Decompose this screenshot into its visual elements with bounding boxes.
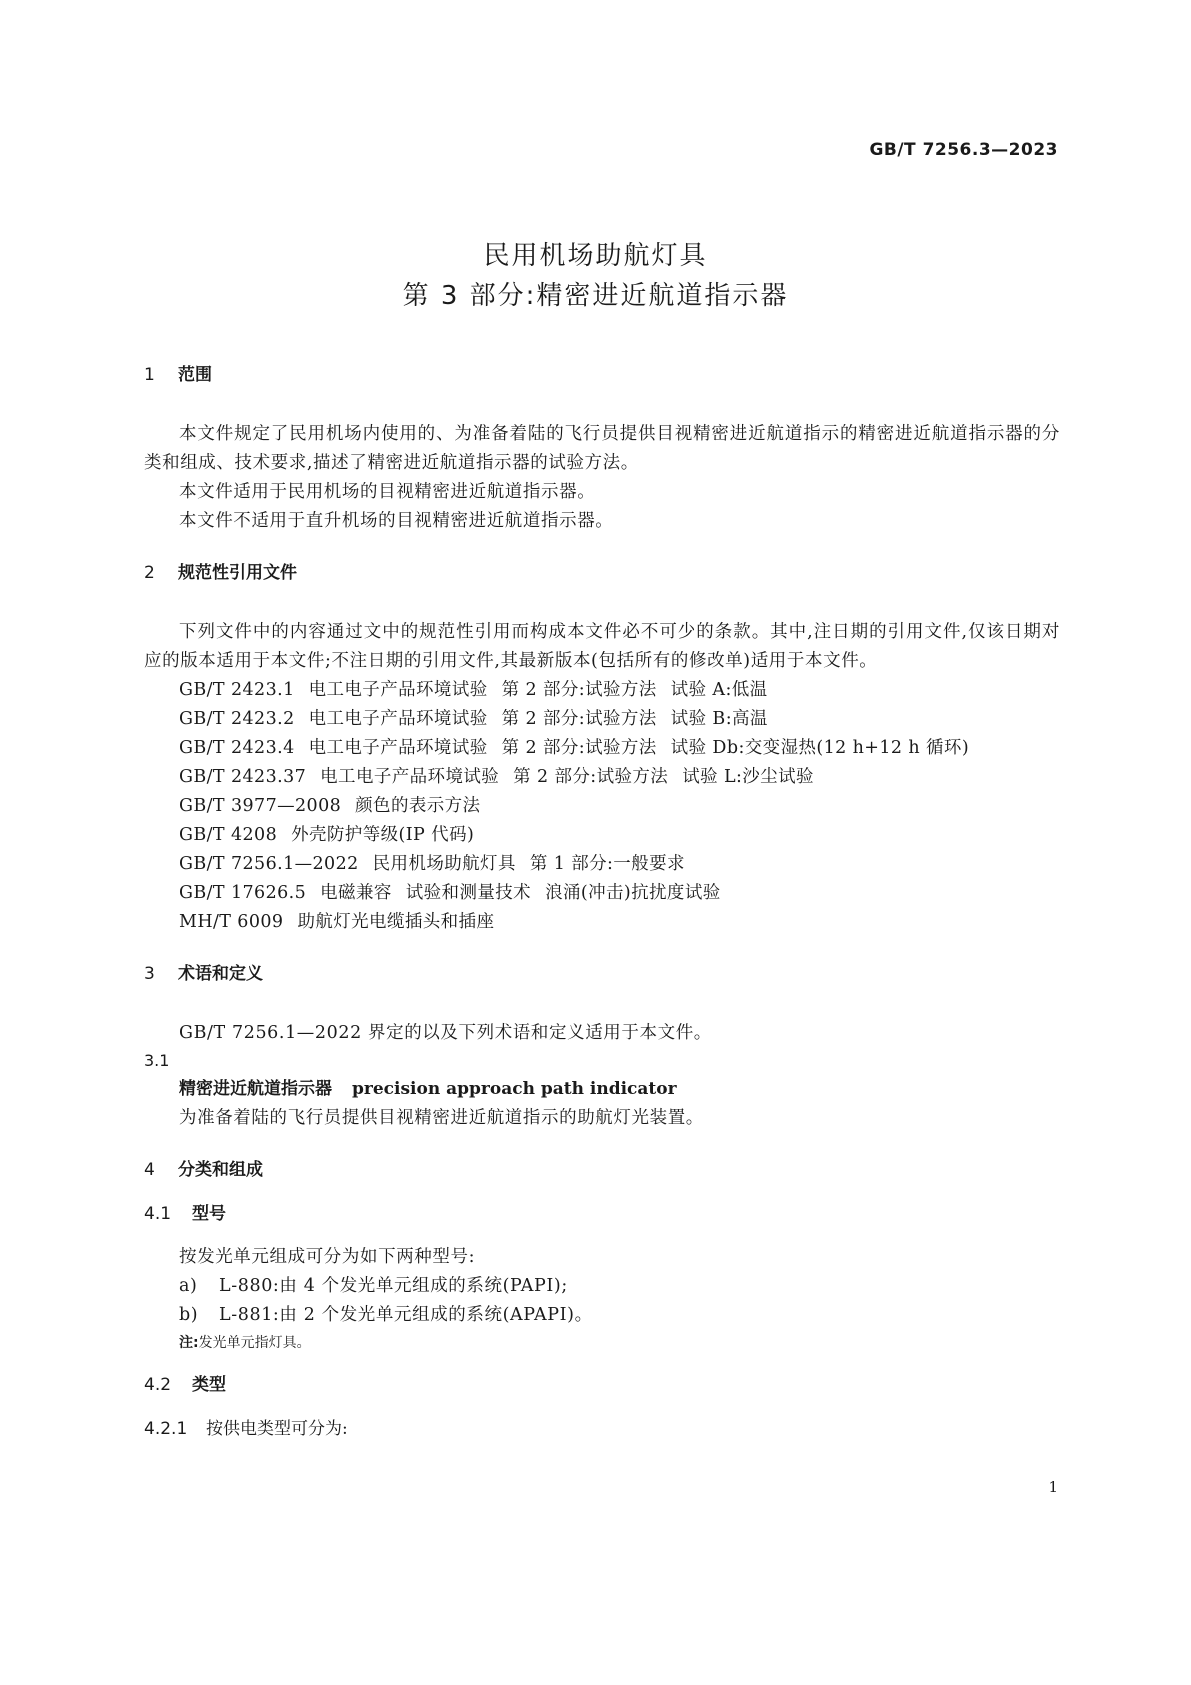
list-item [144,1272,1060,1301]
term-chinese: 精密进近航道指示器 [179,1079,332,1099]
reference-item [144,850,1060,879]
section-2-heading [144,558,1060,588]
list-item [144,1301,1060,1330]
clause-4-2-1 [144,1414,1060,1444]
reference-code: GB/T 4208 [179,825,278,845]
paragraph: 按发光单元组成可分为如下两种型号: [179,1247,476,1267]
reference-title: 第 2 部分:试验方法 [513,767,669,787]
section-number: 4 [144,1160,155,1180]
subsection-title: 类型 [192,1375,226,1395]
standard-code: GB/T 7256.3—2023 [869,140,1058,160]
reference-code: GB/T 7256.1—2022 [179,854,359,874]
section-3-heading [144,959,1060,989]
section-number: 3 [144,964,155,984]
title-line-1: 民用机场助航灯具 [483,241,708,271]
reference-title: 试验 L:沙尘试验 [682,767,814,787]
reference-title: 助航灯光电缆插头和插座 [297,912,495,932]
reference-title: 第 1 部分:一般要求 [529,854,685,874]
reference-title: 第 2 部分:试验方法 [501,709,657,729]
paragraph: GB/T 7256.1—2022 界定的以及下列术语和定义适用于本文件。 [179,1023,712,1043]
reference-title: 民用机场助航灯具 [372,854,516,874]
section-4-heading [144,1155,1060,1185]
reference-code: GB/T 2423.4 [179,738,295,758]
subsection-4-1-heading [144,1199,1060,1229]
document-body [144,360,1060,1444]
section-title: 规范性引用文件 [178,563,297,583]
reference-code: GB/T 2423.1 [179,680,295,700]
reference-title: 电工电子产品环境试验 [308,680,488,700]
note [144,1330,1060,1356]
reference-title: 试验 A:低温 [670,680,768,700]
subsection-number: 4.2 [144,1375,172,1395]
note-label: 注: [179,1335,199,1351]
subsection-title: 型号 [192,1204,226,1224]
term-entry [144,1074,1060,1104]
reference-item [144,792,1060,821]
reference-item [144,676,1060,705]
section-title: 术语和定义 [178,964,263,984]
page-number: 1 [1048,1478,1058,1496]
list-text: L-880:由 4 个发光单元组成的系统(PAPI); [219,1276,568,1296]
section-number: 1 [144,365,155,385]
reference-title: 试验 Db:交变湿热(12 h+12 h 循环) [670,738,970,758]
reference-code: GB/T 2423.2 [179,709,295,729]
term-number: 3.1 [144,1051,170,1070]
reference-code: GB/T 2423.37 [179,767,307,787]
reference-title: 颜色的表示方法 [355,796,481,816]
paragraph: 本文件不适用于直升机场的目视精密进近航道指示器。 [179,511,614,531]
list-text: L-881:由 2 个发光单元组成的系统(APAPI)。 [219,1305,593,1325]
reference-title: 试验 B:高温 [670,709,768,729]
note-text: 发光单元指灯具。 [198,1335,311,1351]
title-line-2: 第 3 部分:精密进近航道指示器 [402,281,789,311]
subsection-4-2-heading [144,1370,1060,1400]
section-number: 2 [144,563,155,583]
reference-title: 电工电子产品环境试验 [308,709,488,729]
reference-title: 电工电子产品环境试验 [308,738,488,758]
term-definition: 为准备着陆的飞行员提供目视精密进近航道指示的助航灯光装置。 [179,1108,704,1128]
reference-title: 第 2 部分:试验方法 [501,738,657,758]
reference-title: 第 2 部分:试验方法 [501,680,657,700]
clause-number: 4.2.1 [144,1419,188,1439]
paragraph: 本文件规定了民用机场内使用的、为准备着陆的飞行员提供目视精密进近航道指示的精密进近航道指示器的分类和组成、技术要求,描述了精密进近航道指示器的试验方法。 [144,424,1060,473]
reference-item [144,705,1060,734]
reference-title: 外壳防护等级(IP 代码) [291,825,475,845]
term-english: precision approach path indicator [352,1079,677,1099]
reference-title: 浪涌(冲击)抗扰度试验 [545,883,721,903]
reference-item [144,908,1060,937]
reference-item [144,763,1060,792]
reference-item [144,879,1060,908]
reference-title: 试验和测量技术 [405,883,532,903]
section-title: 分类和组成 [178,1160,263,1180]
reference-item [144,734,1060,763]
section-title: 范围 [178,365,212,385]
reference-title: 电磁兼容 [320,883,392,903]
subsection-number: 4.1 [144,1204,172,1224]
paragraph: 下列文件中的内容通过文中的规范性引用而构成本文件必不可少的条款。其中,注日期的引用文件,仅该日期对应的版本适用于本文件;不注日期的引用文件,其最新版本(包括所有的修改单)适用于本文件。 [144,622,1060,671]
reference-code: GB/T 3977—2008 [179,796,342,816]
paragraph: 本文件适用于民用机场的目视精密进近航道指示器。 [179,482,596,502]
reference-title: 电工电子产品环境试验 [320,767,500,787]
clause-text: 按供电类型可分为: [206,1419,348,1439]
document-title [0,236,1191,316]
reference-item [144,821,1060,850]
reference-code: MH/T 6009 [179,912,284,932]
list-marker: b) [179,1305,199,1325]
section-1-heading [144,360,1060,390]
reference-code: GB/T 17626.5 [179,883,307,903]
list-marker: a) [179,1276,198,1296]
